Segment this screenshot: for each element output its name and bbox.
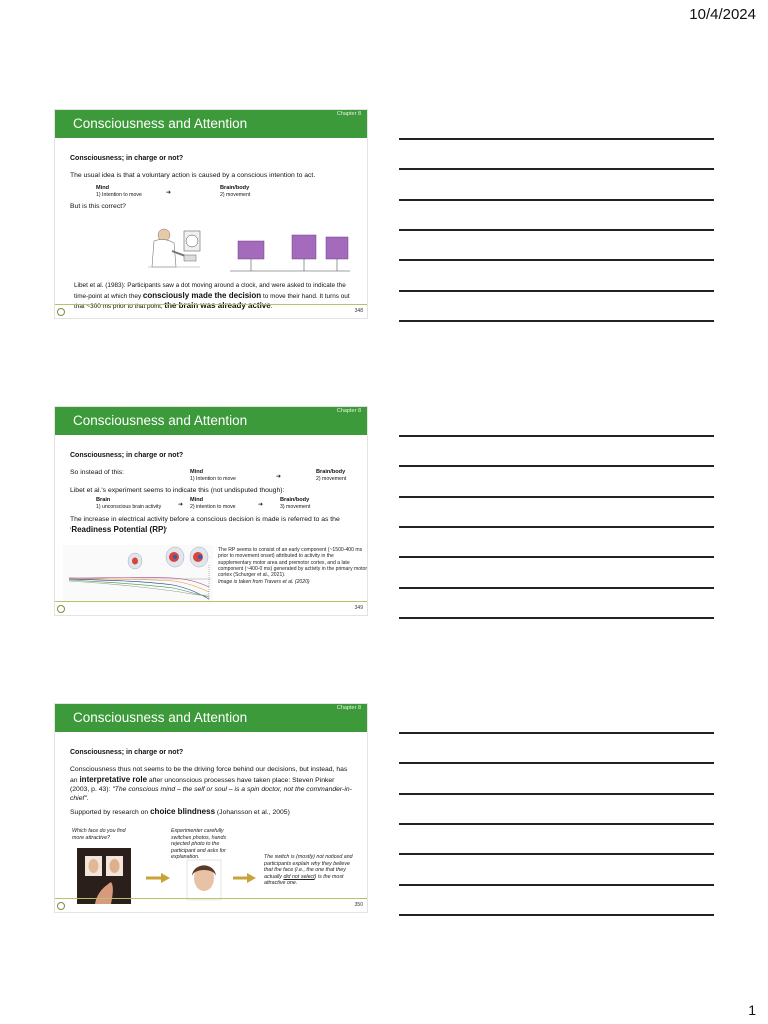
rp-text: The increase in electrical activity before a conscious decision is made is referred to as the 'Readiness Potential (RP)' xyxy=(70,515,340,534)
interpretative-text: Consciousness thus not seems to be the driving force behind our decisions, but instead, has an interpretative role after unconscious processes have taken place: Steven Pinker (2003, p. 43): "The conscious mind – the self or soul – is a spin doctor, not the commander-in-chief". xyxy=(70,766,352,802)
print-date: 10/4/2024 xyxy=(689,6,756,23)
seal-icon xyxy=(57,605,65,613)
libet-experiment-figure xyxy=(140,227,352,287)
instead-table: So instead of this: Mind 1) Intention to move ➔ Brain/body 2) movement xyxy=(70,469,347,483)
slide-heading: Consciousness; in charge or not? xyxy=(70,452,184,459)
note-line xyxy=(399,884,714,886)
university-logo xyxy=(57,605,65,613)
slide-footer xyxy=(55,898,367,912)
university-logo xyxy=(57,902,65,910)
slide-heading: Consciousness; in charge or not? xyxy=(70,749,184,756)
libet-text: Libet et al.'s experiment seems to indicate this (not undisputed though): xyxy=(70,486,285,494)
slide-348: Consciousness and Attention Chapter 8 Consciousness; in charge or not? The usual idea is that a voluntary action is caused by a conscious intention to act. Mind 1) Intention to move ➔ Brain/body 2) movement But is this correct? Libet et al. (1983): Participants saw a dot moving around a clock, and were asked to indicate the time-point at which they consciously made the decision to move their hand. It turns out that ~300 ms prior to that point, the brain was already active. 348 xyxy=(54,109,368,319)
slide-footer xyxy=(55,601,367,615)
choice-blindness-figure xyxy=(77,848,263,904)
note-line xyxy=(399,732,714,734)
slide-banner xyxy=(55,407,367,435)
note-line xyxy=(399,229,714,231)
note-line xyxy=(399,617,714,619)
note-line xyxy=(399,290,714,292)
note-line xyxy=(399,556,714,558)
slide-number: 348 xyxy=(354,308,363,314)
note-line xyxy=(399,823,714,825)
slide-footer xyxy=(55,304,367,318)
note-line xyxy=(399,168,714,170)
slide-banner xyxy=(55,704,367,732)
note-line xyxy=(399,914,714,916)
slide-number: 350 xyxy=(354,902,363,908)
question-text: But is this correct? xyxy=(70,203,126,211)
rp-caption: The RP seems to consist of an early component (~1500-400 ms prior to movement onset) attributed to activity in the supplementary motor area and premotor cortex, and a late component (~400-0 ms) generated by activity in the primary motor cortex (Schurger et al., 2021). Image is taken from Travers et al. (2020) xyxy=(218,547,368,585)
note-line xyxy=(399,465,714,467)
slide-heading: Consciousness; in charge or not? xyxy=(70,155,184,162)
chapter-label: Chapter 8 xyxy=(336,111,361,117)
chapter-label: Chapter 8 xyxy=(336,705,361,711)
slide-349 xyxy=(54,406,368,616)
slide-banner xyxy=(55,110,367,138)
caption-which-face: Which face do you find more attractive? xyxy=(72,828,126,841)
university-logo xyxy=(57,308,65,316)
note-line xyxy=(399,526,714,528)
slide-title: Consciousness and Attention xyxy=(73,116,248,131)
seal-icon xyxy=(57,308,65,316)
choice-blindness-text: Supported by research on choice blindness (Johansson et al., 2005) xyxy=(70,807,290,817)
libet-text: Libet et al. (1983): Participants saw a dot moving around a clock, and were asked to indicate the time-point at which they xyxy=(74,282,346,300)
note-line xyxy=(399,496,714,498)
note-line xyxy=(399,762,714,764)
slide-title: Consciousness and Attention xyxy=(73,413,248,428)
intro-text: The usual idea is that a voluntary action is caused by a conscious intention to act. xyxy=(70,172,316,180)
caption-experimenter: Experimenter carefully switches photos, hands rejected photo to the participant and asks for explanation. xyxy=(171,828,227,861)
brain-mind-table: Brain 1) unconscious brain activity ➔ Mind 2) intention to move ➔ Brain/body 3) movement xyxy=(96,497,311,511)
mind-body-table: Mind 1) Intention to move ➔ Brain/body 2) movement xyxy=(96,184,251,198)
image-source: Image is taken from Travers et al. (2020) xyxy=(218,578,310,585)
page-number: 1 xyxy=(748,1002,756,1018)
note-line xyxy=(399,138,714,140)
caption-switch: The switch is (mostly) not noticed and participants explain why they believe that the face (i.e., the one that they actually did not select) is the most attractive one. xyxy=(264,854,353,887)
note-line xyxy=(399,435,714,437)
note-line xyxy=(399,587,714,589)
slide-number: 349 xyxy=(354,605,363,611)
readiness-potential-figure xyxy=(63,545,213,603)
note-line xyxy=(399,793,714,795)
note-line xyxy=(399,199,714,201)
note-line xyxy=(399,259,714,261)
chapter-label: Chapter 8 xyxy=(336,408,361,414)
slide-title: Consciousness and Attention xyxy=(73,710,248,725)
note-line xyxy=(399,320,714,322)
slide-350 xyxy=(54,703,368,913)
seal-icon xyxy=(57,902,65,910)
note-line xyxy=(399,853,714,855)
